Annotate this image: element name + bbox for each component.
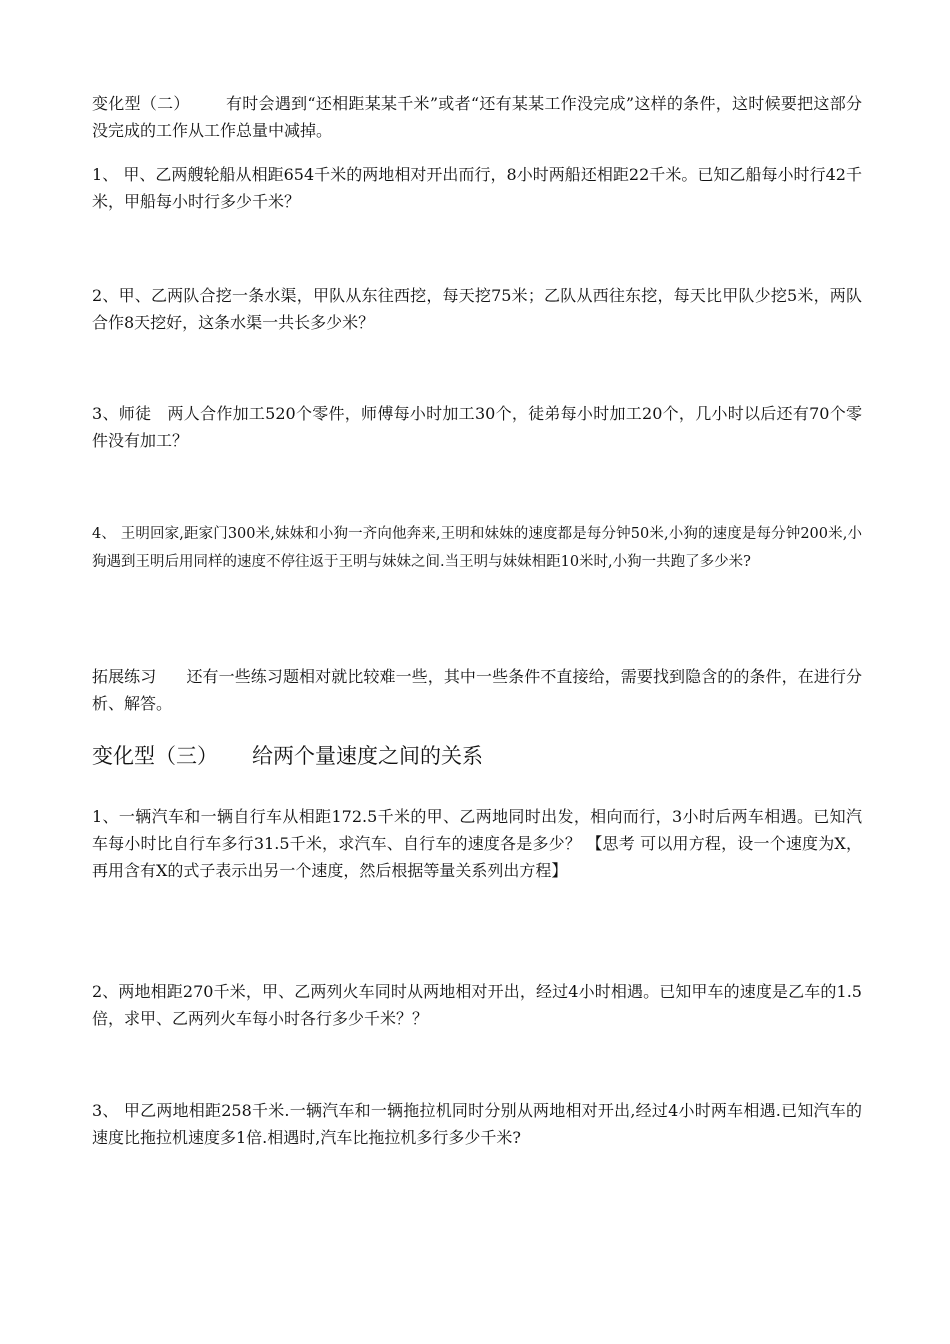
type3-problem-2: 2、两地相距270千米，甲、乙两列火车同时从两地相对开出，经过4小时相遇。已知甲车的速度是乙车的1.5倍，求甲、乙两列火车每小时各行多少千米？？ (92, 982, 862, 1028)
type2-problem-2: 2、甲、乙两队合挖一条水渠，甲队从东往西挖，每天挖75米；乙队从西往东挖，每天比甲队少挖5米，两队合作8天挖好，这条水渠一共长多少米？ (92, 286, 862, 332)
type3-problem-3: 3、 甲乙两地相距258千米.一辆汽车和一辆拖拉机同时分别从两地相对开出,经过4小时两车相遇.已知汽车的速度比拖拉机速度多1倍.相遇时,汽车比拖拉机多行多少千米? (92, 1101, 862, 1147)
type3-label: 变化型（三） (92, 744, 218, 768)
type2-problem-1: 1、 甲、乙两艘轮船从相距654千米的两地相对开出而行，8小时两船还相距22千米。已知乙船每小时行42千米，甲船每小时行多少千米？ (92, 165, 862, 211)
type2-intro-text: 有时会遇到“还相距某某千米”或者“还有某某工作没完成”这样的条件，这时候要把这部分没完成的工作从工作总量中减掉。 (92, 94, 862, 140)
type3-heading (92, 741, 483, 771)
type3-title: 给两个量速度之间的关系 (252, 744, 483, 768)
type2-problem-3: 3、师徒 两人合作加工520个零件，师傅每小时加工30个，徒弟每小时加工20个，几小时以后还有70个零件没有加工？ (92, 404, 862, 450)
type2-problem-4: 4、 王明回家,距家门300米,妹妹和小狗一齐向他奔来,王明和妹妹的速度都是每分钟50米,小狗的速度是每分钟200米,小狗遇到王明后用同样的速度不停往返于王明与妹妹之间.当王明与妹妹相距10米时,小狗一共跑了多少米? (92, 526, 862, 570)
extension-intro-text: 还有一些练习题相对就比较难一些，其中一些条件不直接给，需要找到隐含的的条件，在进行分析、解答。 (92, 667, 862, 713)
type3-problem-1: 1、一辆汽车和一辆自行车从相距172.5千米的甲、乙两地同时出发，相向而行，3小时后两车相遇。已知汽车每小时比自行车多行31.5千米，求汽车、自行车的速度各是多少？ 【思考 可以用方程，设一个速度为X，再用含有X的式子表示出另一个速度，然后根据等量关系列出方程】 (92, 807, 862, 880)
extension-paragraph (92, 663, 862, 717)
type2-label: 变化型（二） (92, 94, 190, 113)
extension-label: 拓展练习 (92, 667, 157, 686)
type2-intro-paragraph (92, 90, 862, 144)
